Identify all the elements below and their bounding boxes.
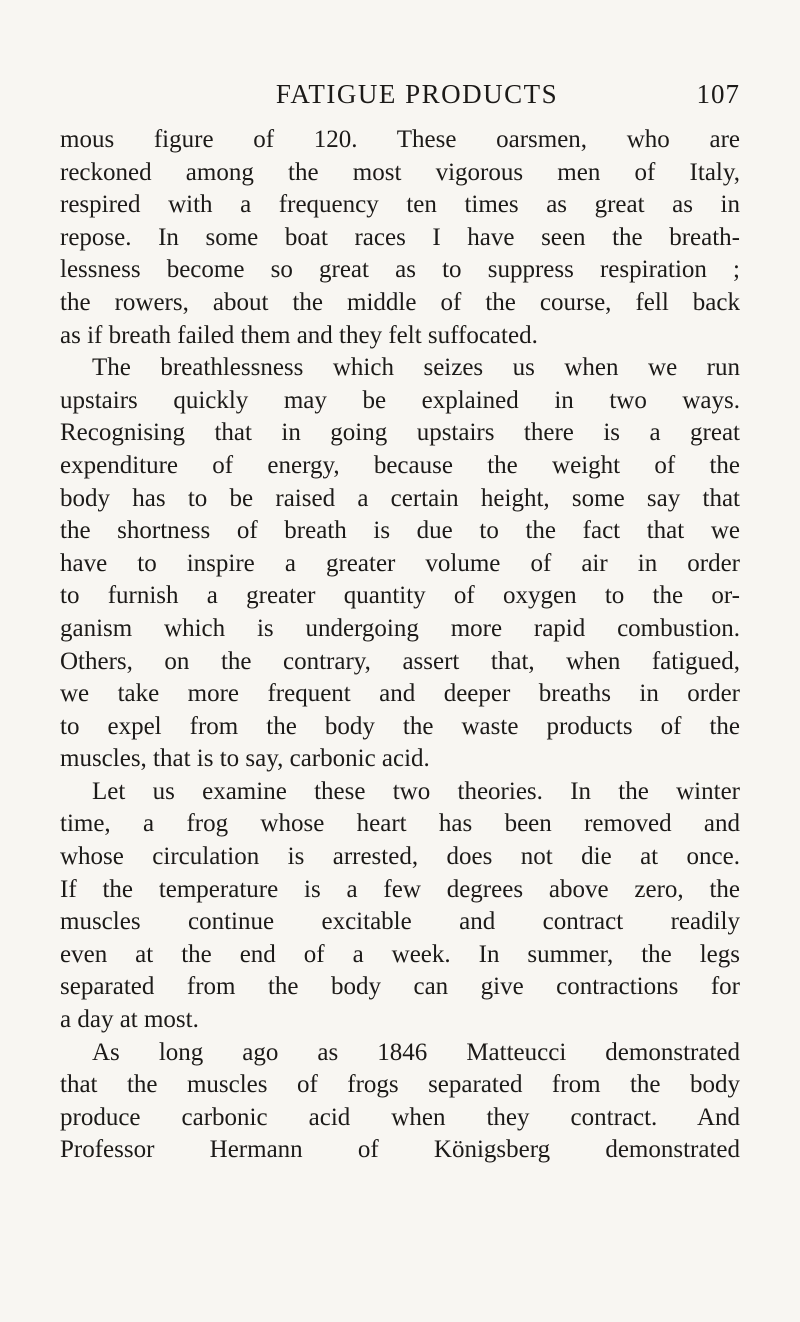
text-line: the shortness of breath is due to the fact that we <box>60 517 740 545</box>
text-line: mous figure of 120. These oarsmen, who are <box>60 126 740 153</box>
text-line: upstairs quickly may be explained in two ways. <box>60 386 740 414</box>
text-line: Others, on the contrary, assert that, when fatigued, <box>60 647 740 675</box>
text-line: body has to be raised a certain height, some say that <box>60 484 740 512</box>
text-line: The breathlessness which seizes us when we run <box>92 354 740 382</box>
text-line: to furnish a greater quantity of oxygen to the or- <box>60 582 740 610</box>
text-line: Professor Hermann of Königsberg demonstrated <box>60 1136 740 1164</box>
text-line: whose circulation is arrested, does not die at once. <box>60 843 740 871</box>
text-line: to expel from the body the waste products of the <box>60 712 740 740</box>
text-line: have to inspire a greater volume of air in order <box>60 549 740 577</box>
text-line: expenditure of energy, because the weight of the <box>60 451 740 479</box>
text-line: separated from the body can give contractions for <box>60 973 740 1001</box>
text-line: muscles, that is to say, carbonic acid. <box>60 745 430 773</box>
text-line: reckoned among the most vigorous men of Italy, <box>60 158 740 186</box>
chapter-title: FATIGUE PRODUCTS <box>275 79 559 109</box>
text-line: repose. In some boat races I have seen the breath- <box>60 223 740 251</box>
text-line: ganism which is undergoing more rapid combustion. <box>60 614 740 642</box>
text-line: the rowers, about the middle of the course, fell back <box>60 288 740 316</box>
text-line: As long ago as 1846 Matteucci demonstrated <box>92 1038 740 1066</box>
text-line: respired with a frequency ten times as great as in <box>60 191 740 219</box>
text-line: Let us examine these two theories. In the winter <box>92 777 740 805</box>
text-line: Recognising that in going upstairs there is a great <box>60 419 740 447</box>
text-line: even at the end of a week. In summer, the legs <box>60 940 740 968</box>
text-line: as if breath failed them and they felt suffocated. <box>60 321 538 349</box>
text-line: that the muscles of frogs separated from the body <box>60 1071 740 1099</box>
running-head <box>60 74 740 114</box>
text-line: time, a frog whose heart has been removed and <box>60 810 740 838</box>
body-text <box>60 124 740 1167</box>
text-line: we take more frequent and deeper breaths in order <box>60 680 740 708</box>
text-line: produce carbonic acid when they contract. And <box>60 1103 740 1131</box>
text-line: lessness become so great as to suppress respiration ; <box>60 256 740 284</box>
text-line: If the temperature is a few degrees above zero, the <box>60 875 740 903</box>
page-number: 107 <box>696 79 740 109</box>
text-line: muscles continue excitable and contract readily <box>60 908 740 936</box>
text-line: a day at most. <box>60 1006 199 1034</box>
